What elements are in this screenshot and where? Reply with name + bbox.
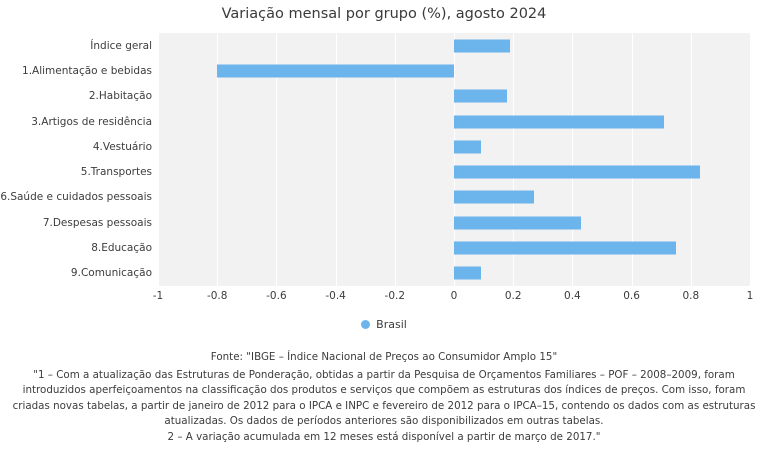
x-tick-label: -0.4 <box>325 290 346 302</box>
legend-swatch-icon <box>361 320 370 329</box>
bar[interactable] <box>454 191 534 204</box>
category-label: 3.Artigos de residência <box>31 115 152 128</box>
footer-note-1: "1 – Com a atualização das Estruturas de Ponderação, obtidas a partir da Pesquisa de Orçamentos Familiares – POF – 2008–2009, foram introduzidos aperfeiçoamentos na classificação dos produtos e serviços que compõem as estruturas dos índices de preços. Com isso, foram criadas novas tabelas, a partir de janeiro de 2012 para o IPCA e INPC e fevereiro de 2012 para o IPCA–15, contendo os dados com as estruturas atualizadas. Os dados de períodos anteriores são disponibilizados em outras tabelas. <box>12 368 756 427</box>
bar[interactable] <box>454 166 700 179</box>
category-label: 1.Alimentação e bebidas <box>22 64 152 77</box>
plot-area <box>158 33 750 286</box>
x-tick-label: -0.8 <box>206 290 228 302</box>
gridline <box>158 33 159 286</box>
x-tick-label: -1 <box>152 290 164 302</box>
x-tick-label: 0.2 <box>504 290 522 302</box>
bar[interactable] <box>454 90 507 103</box>
x-tick-label: 0 <box>450 290 458 302</box>
x-tick-label: 0.6 <box>623 290 640 302</box>
category-label: 7.Despesas pessoais <box>42 216 152 229</box>
bar[interactable] <box>454 115 664 128</box>
bar[interactable] <box>454 242 676 255</box>
category-label: Índice geral <box>90 39 152 52</box>
x-tick-label: 1 <box>746 290 754 302</box>
bar[interactable] <box>454 140 481 153</box>
chart-legend <box>0 318 768 332</box>
chart-title: Variação mensal por grupo (%), agosto 2024 <box>221 6 547 22</box>
category-label: 9.Comunicação <box>70 267 152 280</box>
category-label: 5.Transportes <box>80 166 152 179</box>
x-tick-label: 0.8 <box>682 290 700 302</box>
category-label: 2.Habitação <box>88 90 152 103</box>
chart-footer <box>0 350 768 445</box>
footer-note-2: 2 – A variação acumulada em 12 meses está disponível a partir de março de 2017." <box>167 430 601 443</box>
category-label: 4.Vestuário <box>92 140 152 153</box>
bar[interactable] <box>454 39 510 52</box>
x-axis-ticks <box>152 286 754 308</box>
plot-area-wrapper <box>0 33 768 303</box>
bar[interactable] <box>217 64 454 77</box>
bar[interactable] <box>454 267 481 280</box>
category-axis-labels <box>0 33 158 286</box>
category-label: 6.Saúde e cuidados pessoais <box>0 191 152 204</box>
footer-source: Fonte: "IBGE – Índice Nacional de Preços ao Consumidor Amplo 15" <box>210 351 558 363</box>
gridline <box>691 33 692 286</box>
legend-item-brasil[interactable] <box>361 318 407 331</box>
gridline <box>750 33 751 286</box>
x-tick-label: 0.4 <box>564 290 581 302</box>
category-label: 8.Educação <box>91 242 152 255</box>
bar[interactable] <box>454 216 581 229</box>
x-tick-label: -0.6 <box>266 290 287 302</box>
legend-label: Brasil <box>376 318 407 331</box>
x-tick-label: -0.2 <box>384 290 406 302</box>
